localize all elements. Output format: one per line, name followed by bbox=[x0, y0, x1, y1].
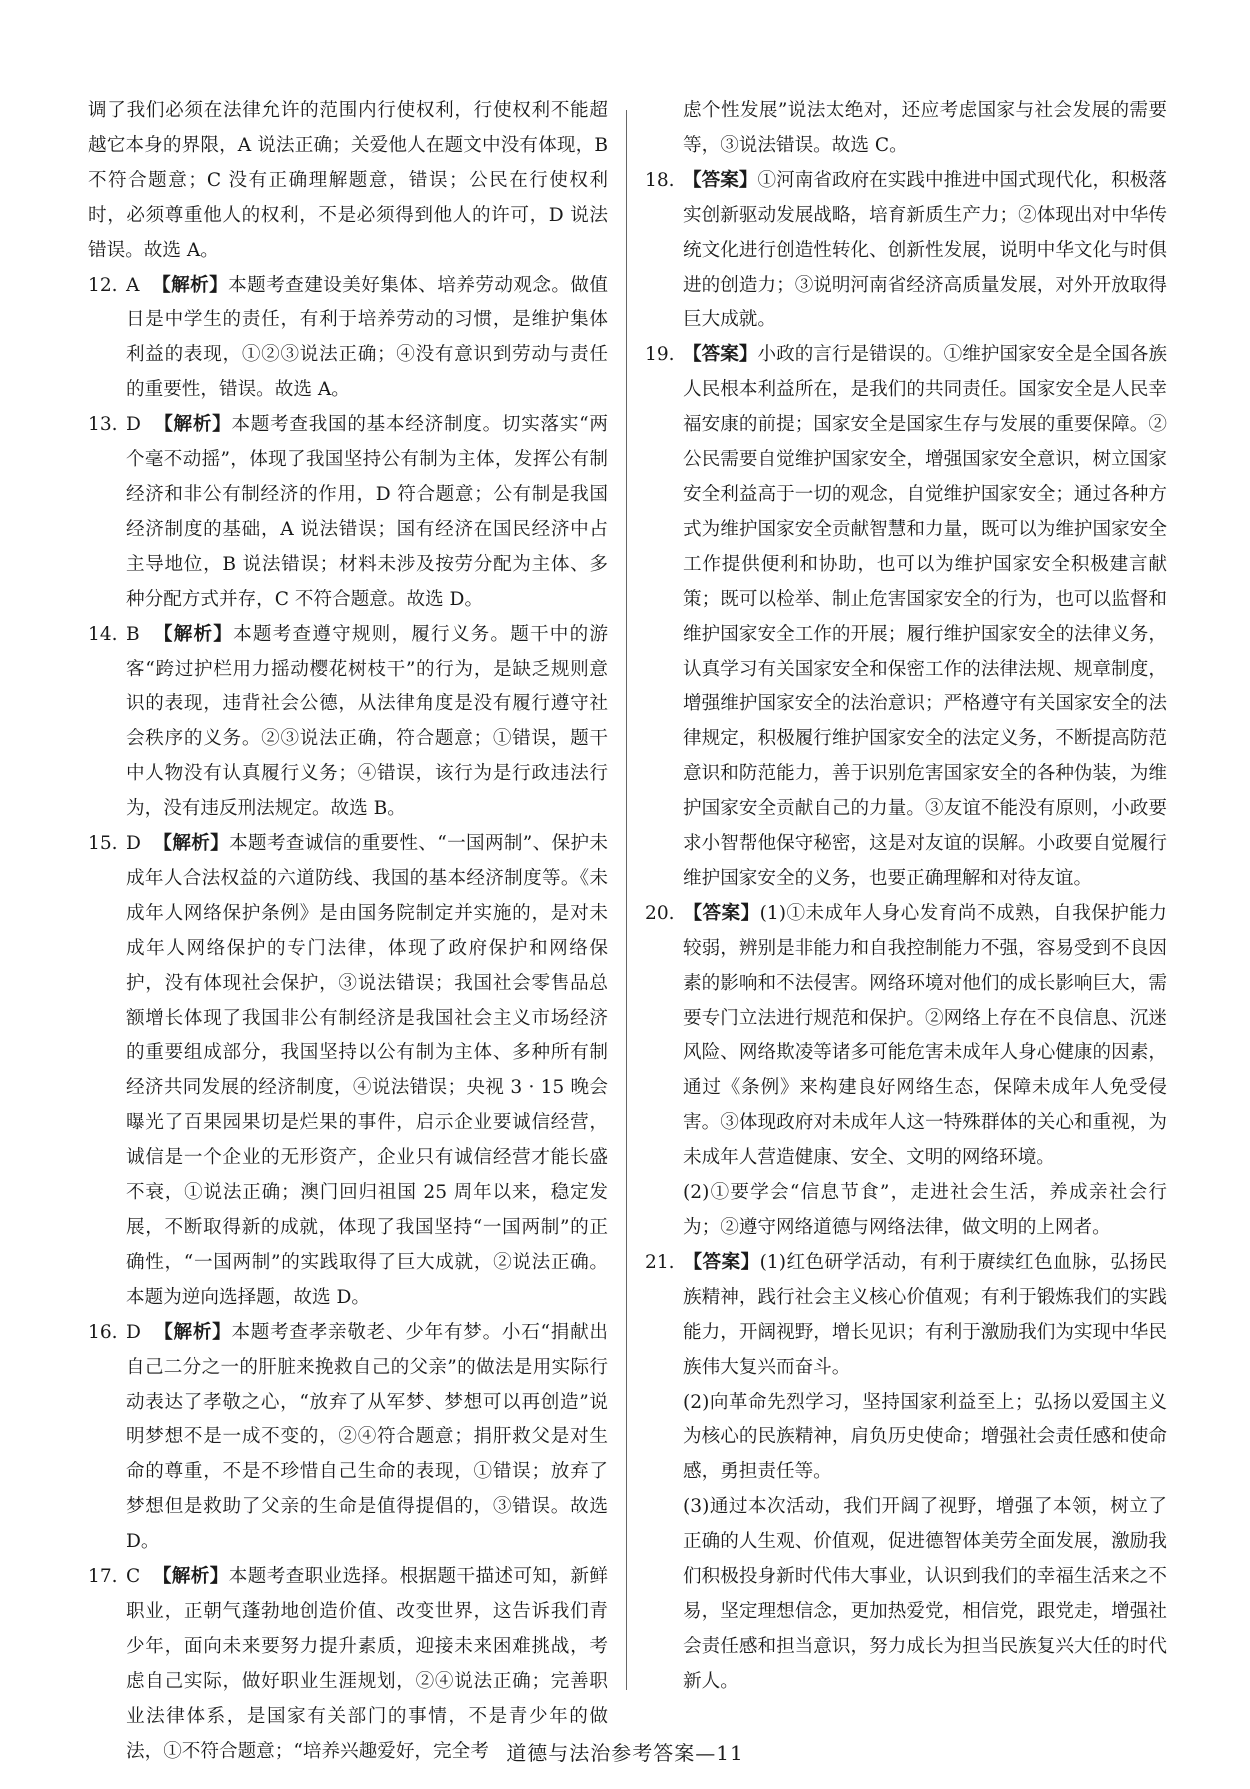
left-column bbox=[88, 94, 608, 1770]
question-number: 14. bbox=[88, 623, 118, 645]
explanation-text: 本题考查遵守规则，履行义务。题干中的游客“跨过护栏用力摇动樱花树枝干”的行为，是缺乏规则意识的表现，违背社会公德，从法律角度是没有履行遵守社会秩序的义务。②③说法正确，符合题意；①错误，题干中人物没有认真履行义务；④错误，该行为是行政违法行为，没有违反刑法规定。故选 B。 bbox=[126, 623, 608, 820]
question-18 bbox=[645, 164, 1167, 339]
answer-letter: B bbox=[126, 623, 140, 645]
explanation-text: 本题考查建设美好集体、培养劳动观念。做值日是中学生的责任，有利于培养劳动的习惯，是维护集体利益的表现，①②③说法正确；④没有意识到劳动与责任的重要性，错误。故选 A。 bbox=[126, 274, 608, 401]
question-20 bbox=[645, 897, 1167, 1176]
analysis-tag: 【解析】 bbox=[153, 833, 230, 855]
question-19 bbox=[645, 338, 1167, 897]
question-number: 21. bbox=[645, 1251, 675, 1273]
analysis-tag: 【解析】 bbox=[152, 1566, 229, 1588]
answer-text: (1)①未成年人身心发育尚不成熟，自我保护能力较弱，辨别是非能力和自我控制能力不强，容易受到不良因素的影响和不法侵害。网络环境对他们的成长影响巨大，需要专门立法进行规范和保护。②网络上存在不良信息、沉迷风险、网络欺凌等诸多可能危害未成年人身心健康的因素，通过《条例》来构建良好网络生态，保障未成年人免受侵害。③体现政府对未成年人这一特殊群体的关心和重视，为未成年人营造健康、安全、文明的网络环境。 bbox=[683, 902, 1167, 1169]
continued-explanation: 调了我们必须在法律允许的范围内行使权利，行使权利不能超越它本身的界限，A 说法正确；关爱他人在题文中没有体现，B 不符合题意；C 没有正确理解题意，错误；公民在行使权利时，必须尊重他人的权利，不是必须得到他人的许可，D 说法错误。故选 A。 bbox=[88, 100, 608, 261]
answer-text: (1)红色研学活动，有利于赓续红色血脉，弘扬民族精神，践行社会主义核心价值观；有利于锻炼我们的实践能力，开阔视野，增长见识；有利于激励我们为实现中华民族伟大复兴而奋斗。 bbox=[683, 1251, 1167, 1378]
question-number: 15. bbox=[88, 833, 118, 855]
column-divider bbox=[626, 110, 627, 1690]
continued-explanation: 虑个性发展”说法太绝对，还应考虑国家与社会发展的需要等，③说法错误。故选 C。 bbox=[683, 100, 1167, 156]
explanation-text: 本题考查我国的基本经济制度。切实落实“两个毫不动摇”，体现了我国坚持公有制为主体，发挥公有制经济和非公有制经济的作用，D 符合题意；公有制是我国经济制度的基础，A 说法错误；国有经济在国民经济中占主导地位，B 说法错误；材料未涉及按劳分配为主体、多种分配方式并存，C 不符合题意。故选 D。 bbox=[126, 414, 608, 610]
answer-tag: 【答案】 bbox=[683, 169, 758, 191]
question-21-part-3: (3)通过本次活动，我们开阔了视野，增强了本领，树立了正确的人生观、价值观，促进德智体美劳全面发展，激励我们积极投身新时代伟大事业，认识到我们的幸福生活来之不易，坚定理想信念，更加热爱党，相信党，跟党走，增强社会责任感和担当意识，努力成长为担当民族复兴大任的时代新人。 bbox=[683, 1496, 1167, 1692]
page-footer: 道德与法治参考答案—11 bbox=[506, 1741, 744, 1765]
answer-letter: D bbox=[126, 833, 141, 855]
question-number: 20. bbox=[645, 902, 675, 924]
explanation-text: 本题考查职业选择。根据题干描述可知，新鲜职业，正朝气蓬勃地创造价值、改变世界，这告诉我们青少年，面向未来要努力提升素质，迎接未来困难挑战，考虑自己实际，做好职业生涯规划，②④说法正确；完善职业法律体系，是国家有关部门的事情，不是青少年的做法，①不符合题意；“培养兴趣爱好，完全考 bbox=[126, 1566, 608, 1762]
question-21 bbox=[645, 1246, 1167, 1386]
analysis-tag: 【解析】 bbox=[154, 1321, 232, 1343]
answer-tag: 【答案】 bbox=[683, 1251, 760, 1273]
answer-tag: 【答案】 bbox=[683, 902, 760, 924]
answer-text: ①河南省政府在实践中推进中国式现代化，积极落实创新驱动发展战略，培育新质生产力；②体现出对中华传统文化进行创造性转化、创新性发展，说明中华文化与时俱进的创造力；③说明河南省经济高质量发展，对外开放取得巨大成就。 bbox=[683, 169, 1167, 331]
right-column bbox=[645, 94, 1167, 1700]
question-14 bbox=[88, 618, 608, 827]
question-number: 16. bbox=[88, 1321, 118, 1343]
answer-letter: D bbox=[126, 414, 141, 436]
question-12 bbox=[88, 269, 608, 409]
question-number: 17. bbox=[88, 1566, 118, 1588]
question-number: 19. bbox=[645, 344, 675, 366]
answer-letter: D bbox=[126, 1321, 141, 1343]
answer-letter: C bbox=[126, 1566, 141, 1588]
answer-tag: 【答案】 bbox=[683, 344, 758, 366]
question-21-part-2: (2)向革命先烈学习，坚持国家利益至上；弘扬以爱国主义为核心的民族精神，肩负历史使命；增强社会责任感和使命感，勇担责任等。 bbox=[683, 1391, 1167, 1483]
analysis-tag: 【解析】 bbox=[152, 274, 229, 296]
explanation-text: 本题考查诚信的重要性、“一国两制”、保护未成年人合法权益的六道防线、我国的基本经济制度等。《未成年人网络保护条例》是由国务院制定并实施的，是对未成年人网络保护的专门法律，体现了政府保护和网络保护，没有体现社会保护，③说法错误；我国社会零售品总额增长体现了我国非公有制经济是我国社会主义市场经济的重要组成部分，我国坚持以公有制为主体、多种所有制经济共同发展的经济制度，④说法错误；央视 3 · 15 晚会曝光了百果园果切是烂果的事件，启示企业要诚信经营，诚信是一个企业的无形资产，企业只有诚信经营才能长盛不衰，①说法正确；澳门回归祖国 25 周年以来，稳定发展，不断取得新的成就，体现了我国坚持“一国两制”的正确性，“一国两制”的实践取得了巨大成就，②说法正确。本题为逆向选择题，故选 D。 bbox=[126, 833, 608, 1308]
explanation-text: 本题考查孝亲敬老、少年有梦。小石“捐献出自己二分之一的肝脏来挽救自己的父亲”的做法是用实际行动表达了孝敬之心，“放弃了从军梦、梦想可以再创造”说明梦想不是一成不变的，②④符合题意；捐肝救父是对生命的尊重，不是不珍惜自己生命的表现，①错误；放弃了梦想但是救助了父亲的生命是值得提倡的，③错误。故选 D。 bbox=[126, 1321, 608, 1553]
answer-letter: A bbox=[126, 274, 140, 296]
question-15 bbox=[88, 827, 608, 1316]
question-16 bbox=[88, 1316, 608, 1560]
question-13 bbox=[88, 408, 608, 617]
analysis-tag: 【解析】 bbox=[153, 623, 234, 645]
answer-text: 小政的言行是错误的。①维护国家安全是全国各族人民根本利益所在，是我们的共同责任。国家安全是人民幸福安康的前提；国家安全是国家生存与发展的重要保障。②公民需要自觉维护国家安全，增强国家安全意识，树立国家安全利益高于一切的观念，自觉维护国家安全；通过各种方式为维护国家安全贡献智慧和力量，既可以为维护国家安全工作提供便利和协助，也可以为维护国家安全积极建言献策；既可以检举、制止危害国家安全的行为，也可以监督和维护国家安全工作的开展；履行维护国家安全的法律义务，认真学习有关国家安全和保密工作的法律法规、规章制度，增强维护国家安全的法治意识；严格遵守有关国家安全的法律规定，积极履行维护国家安全的法定义务，不断提高防范意识和防范能力，善于识别危害国家安全的各种伪装，为维护国家安全贡献自己的力量。③友谊不能没有原则，小政要求小智帮他保守秘密，这是对友谊的误解。小政要自觉履行维护国家安全的义务，也要正确理解和对待友谊。 bbox=[683, 344, 1167, 889]
question-number: 12. bbox=[88, 274, 118, 296]
question-number: 13. bbox=[88, 414, 118, 436]
question-20-part-2: (2)①要学会“信息节食”，走进社会生活，养成亲社会行为；②遵守网络道德与网络法律，做文明的上网者。 bbox=[683, 1182, 1167, 1238]
question-number: 18. bbox=[645, 169, 675, 191]
analysis-tag: 【解析】 bbox=[154, 414, 232, 436]
